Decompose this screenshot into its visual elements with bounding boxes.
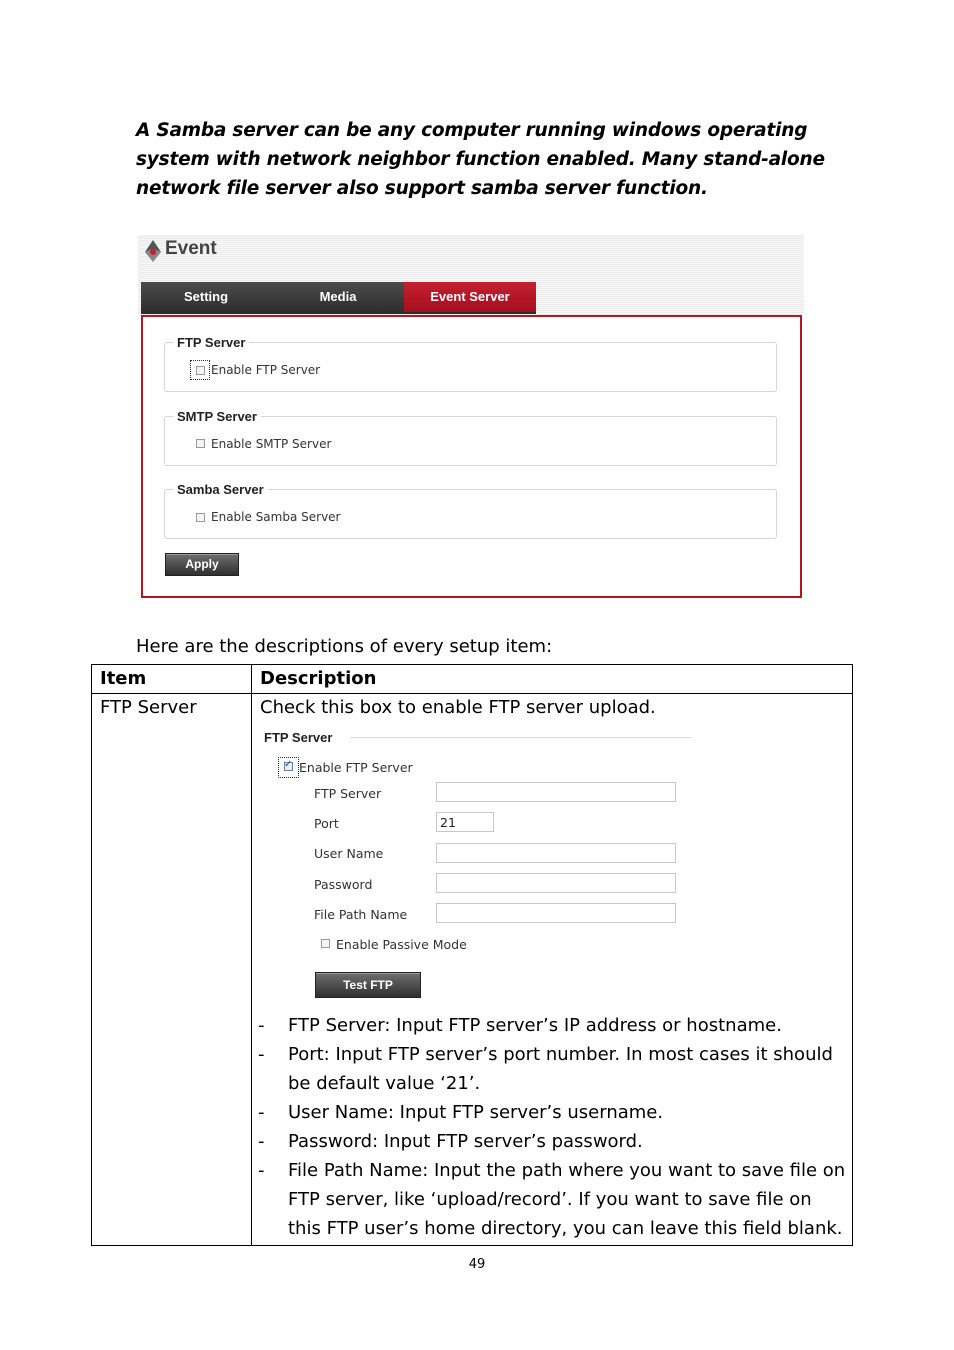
descriptions-intro: Here are the descriptions of every setup item: [136,636,553,657]
port-label: Port [314,816,339,831]
list-item: - Port: Input FTP server’s port number. In most cases it should be default value ‘21’. [258,1044,833,1094]
file-path-name-label: File Path Name [314,907,408,922]
enable-samba-label: Enable Samba Server [211,510,341,524]
ftp-server-legend: FTP Server [173,335,249,350]
check-mark-icon: ✓ [284,759,293,770]
logo-icon [144,239,162,263]
legend-line [350,737,692,738]
samba-server-legend: Samba Server [173,482,268,497]
ftp-field-descriptions [258,1011,848,1243]
passive-mode-checkbox[interactable] [321,939,330,948]
enable-ftp-label: Enable FTP Server [299,760,413,775]
enable-smtp-label: Enable SMTP Server [211,437,332,451]
intro-paragraph: A Samba server can be any computer running windows operating system with network neighbor function enabled. Many stand-alone network file server also support samba server function. [136,120,825,199]
file-path-name-input[interactable] [436,903,676,923]
page-title: Event [165,238,217,259]
tab-event-server[interactable]: Event Server [404,282,536,312]
ftp-summary: Check this box to enable FTP server upload. [260,697,656,718]
tab-setting[interactable]: Setting [183,289,229,304]
passive-mode-label: Enable Passive Mode [336,937,467,952]
event-server-panel [141,315,802,598]
enable-ftp-checkbox[interactable] [196,366,205,375]
tab-bar [141,282,536,314]
list-item: - FTP Server: Input FTP server’s IP address or hostname. [258,1015,782,1036]
event-header [138,235,804,315]
port-input[interactable]: 21 [436,812,494,832]
user-name-label: User Name [314,846,384,861]
test-ftp-button[interactable]: Test FTP [315,972,421,998]
password-label: Password [314,877,373,892]
page-number: 49 [468,1257,486,1272]
smtp-server-legend: SMTP Server [173,409,261,424]
row-item-ftp-server: FTP Server [92,694,252,1246]
list-item: - User Name: Input FTP server’s username. [258,1102,664,1123]
tab-media[interactable]: Media [319,289,357,304]
header-description: Description [252,665,853,694]
enable-ftp-label: Enable FTP Server [211,363,321,377]
list-item: - Password: Input FTP server’s password. [258,1131,643,1152]
list-item: - File Path Name: Input the path where you want to save file on FTP server, like ‘upload/record’. If you want to save file on this FTP user’s home directory, you can leave this field blank. [258,1160,846,1239]
header-item: Item [92,665,252,694]
ftp-server-input[interactable] [436,782,676,802]
ftp-config-legend: FTP Server [260,730,336,745]
apply-button[interactable]: Apply [165,553,239,576]
enable-smtp-checkbox[interactable] [196,439,205,448]
ftp-config-screenshot [258,728,698,1000]
event-settings-screenshot [138,235,804,597]
ftp-server-label: FTP Server [314,786,382,801]
enable-samba-checkbox[interactable] [196,513,205,522]
user-name-input[interactable] [436,843,676,863]
password-input[interactable] [436,873,676,893]
